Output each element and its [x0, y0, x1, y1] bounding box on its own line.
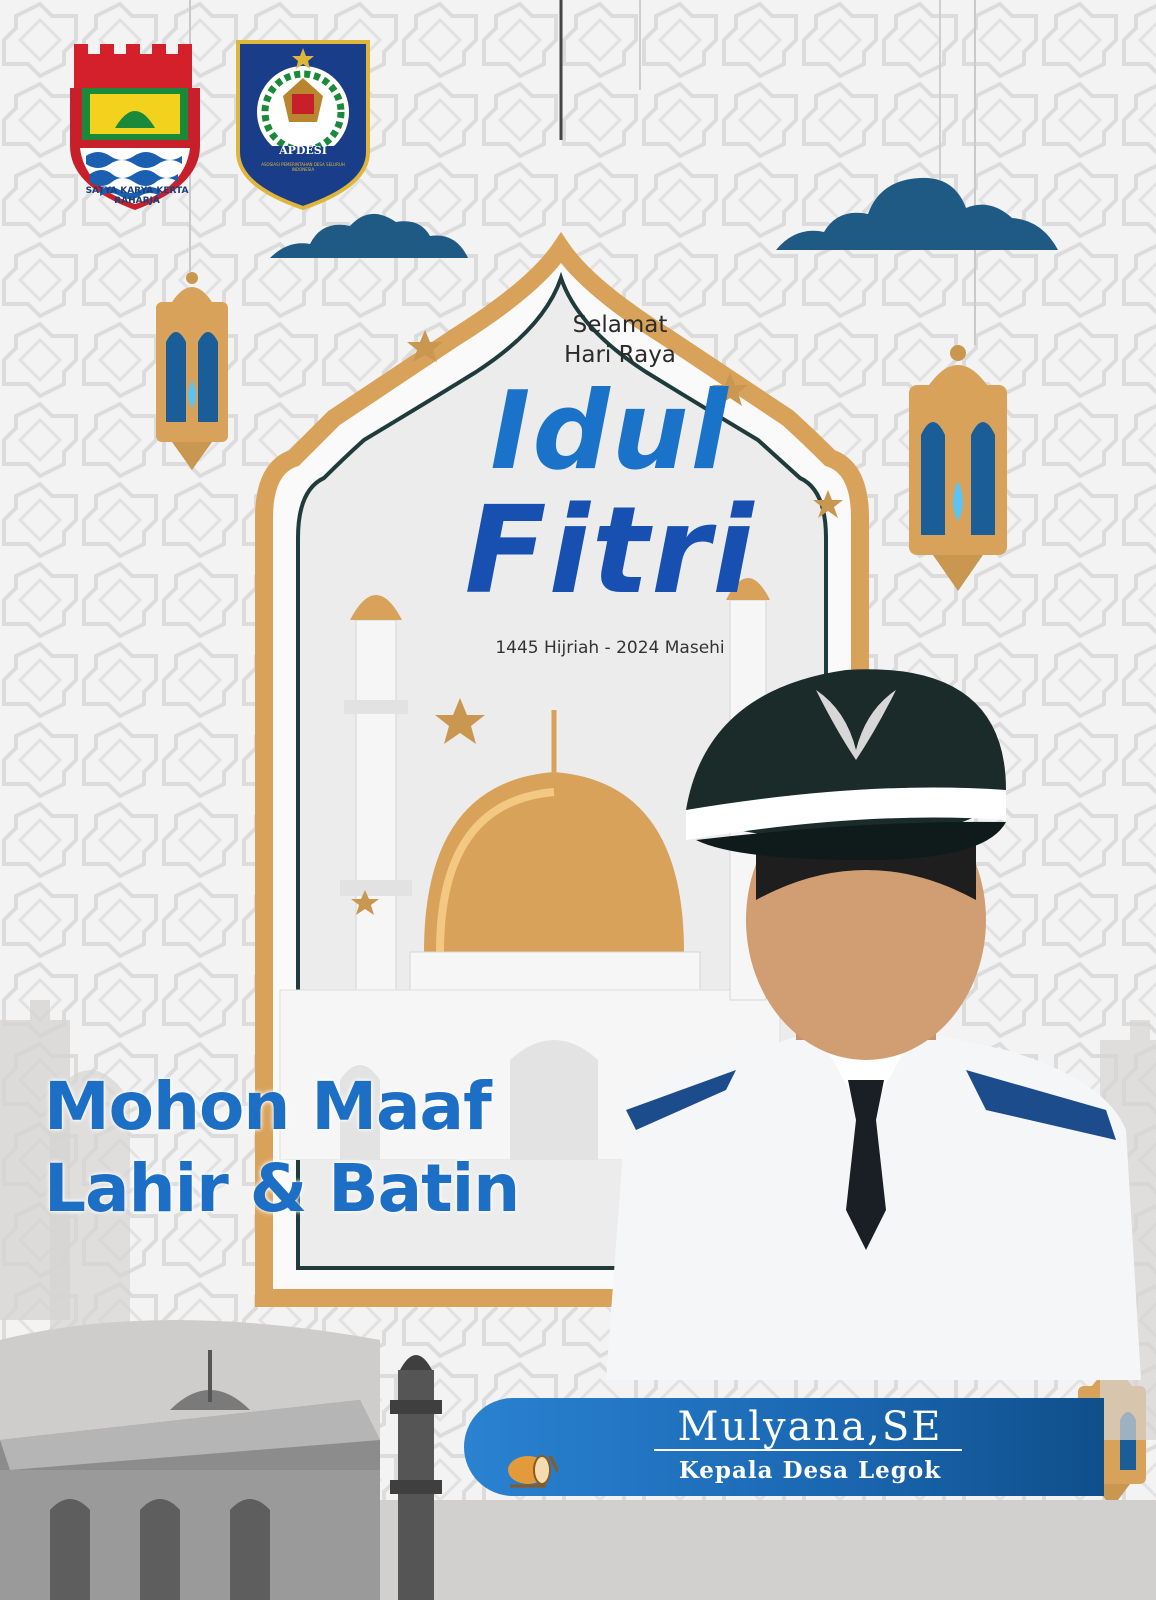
- title-fitri: Fitri: [464, 482, 756, 621]
- star-icon: [407, 330, 443, 362]
- title-idul: Idul: [490, 369, 730, 494]
- lantern-icon: [903, 345, 1013, 595]
- apdesi-subtitle: ASOSIASI PEMERINTAHAN DESA SELURUH INDONESIA: [261, 162, 345, 172]
- person-name: Mulyana,SE: [677, 1404, 943, 1450]
- year-text: 1445 Hijriah - 2024 Masehi: [495, 638, 725, 658]
- regency-motto: SATYA KARYA KERTA RAHARJA: [85, 186, 189, 206]
- bedug-drum-icon: [506, 1452, 558, 1490]
- greeting-line-2: Hari Raya: [564, 342, 676, 368]
- apdesi-label: APDESI: [279, 144, 327, 157]
- bottom-mosque-illustration: [0, 1340, 450, 1600]
- official-portrait: [586, 650, 1146, 1380]
- apology-line-1: Mohon Maaf: [44, 1068, 491, 1145]
- apology-line-2: Lahir & Batin: [44, 1150, 520, 1227]
- greeting-line-1: Selamat: [572, 312, 668, 338]
- star-icon: [435, 698, 485, 744]
- person-position: Kepala Desa Legok: [678, 1457, 942, 1484]
- star-icon: [351, 890, 379, 915]
- lantern-icon: [150, 272, 234, 472]
